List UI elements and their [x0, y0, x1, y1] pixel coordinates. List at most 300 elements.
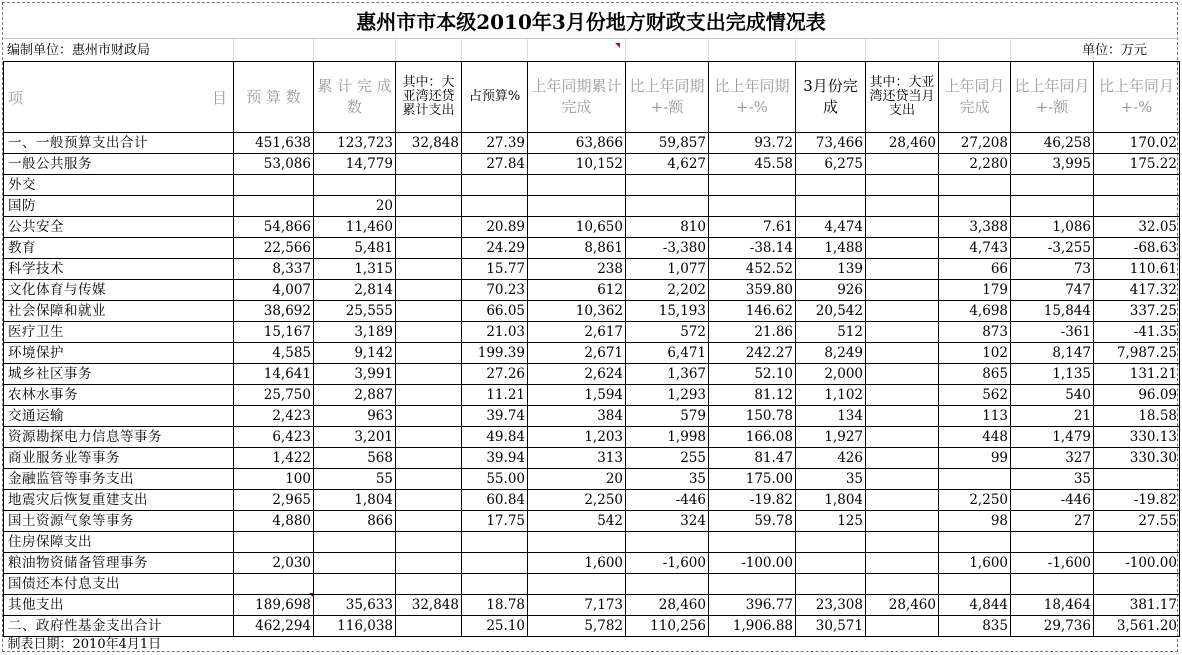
- cell-d-pct: -38.14: [709, 238, 796, 259]
- cell-pct: 27.26: [462, 364, 528, 385]
- cell-cum: 3,189: [314, 322, 396, 343]
- cell-cum: 14,779: [314, 154, 396, 175]
- cell-d-amt: 4,627: [626, 154, 709, 175]
- cell-dm-amt: [1011, 532, 1094, 553]
- cell-pct: [462, 553, 528, 574]
- cell-d-amt: -3,380: [626, 238, 709, 259]
- cell-name: 交通运输: [4, 406, 234, 427]
- cell-dm-amt: 35: [1011, 469, 1094, 490]
- cell-d-pct: [709, 574, 796, 595]
- cell-ly-mon: 102: [939, 343, 1011, 364]
- cell-ly-mon: 3,388: [939, 217, 1011, 238]
- cell-dm-pct: -19.82: [1094, 490, 1180, 511]
- cell-d-amt: 579: [626, 406, 709, 427]
- cell-ly-cum: 7,173: [528, 595, 626, 616]
- cell-mar: 35: [796, 469, 866, 490]
- cell-cum: [314, 553, 396, 574]
- cell-dy-cum: [396, 301, 462, 322]
- cell-d-amt: 255: [626, 448, 709, 469]
- cell-pct: 70.23: [462, 280, 528, 301]
- cell-dm-pct: 7,987.25: [1094, 343, 1180, 364]
- cell-budget: 2,030: [234, 553, 314, 574]
- cell-pct: 39.94: [462, 448, 528, 469]
- cell-name: 文化体育与传媒: [4, 280, 234, 301]
- cell-pct: 49.84: [462, 427, 528, 448]
- cell-name: 医疗卫生: [4, 322, 234, 343]
- cell-name: 其他支出: [4, 595, 234, 616]
- cell-ly-mon: 448: [939, 427, 1011, 448]
- cell-dm-pct: 330.13: [1094, 427, 1180, 448]
- cell-cum: 2,887: [314, 385, 396, 406]
- cell-ly-mon: 66: [939, 259, 1011, 280]
- cell-pct: [462, 574, 528, 595]
- cell-ly-mon: 179: [939, 280, 1011, 301]
- cell-budget: 38,692: [234, 301, 314, 322]
- cell-cum: 866: [314, 511, 396, 532]
- cell-mar: 73,466: [796, 133, 866, 154]
- cell-d-pct: 1,906.88: [709, 616, 796, 637]
- cell-ly-mon: 835: [939, 616, 1011, 637]
- header-pct-budget: 占预算%: [462, 62, 528, 133]
- cell-budget: 22,566: [234, 238, 314, 259]
- cell-ly-mon: 873: [939, 322, 1011, 343]
- cell-cum: 9,142: [314, 343, 396, 364]
- cell-ly-cum: 8,861: [528, 238, 626, 259]
- cell-d-amt: 6,471: [626, 343, 709, 364]
- cell-ly-cum: 238: [528, 259, 626, 280]
- cell-dm-amt: 46,258: [1011, 133, 1094, 154]
- cell-mar: [796, 196, 866, 217]
- cell-ly-cum: 542: [528, 511, 626, 532]
- cell-mar: 8,249: [796, 343, 866, 364]
- cell-dm-pct: -41.35: [1094, 322, 1180, 343]
- cell-ly-cum: 2,250: [528, 490, 626, 511]
- cell-ly-cum: [528, 574, 626, 595]
- cell-mar: 20,542: [796, 301, 866, 322]
- cell-dy-cum: [396, 217, 462, 238]
- cell-dm-pct: 131.21: [1094, 364, 1180, 385]
- cell-mar: 1,927: [796, 427, 866, 448]
- table-row: [4, 406, 1180, 427]
- cell-ly-cum: 1,203: [528, 427, 626, 448]
- cell-dy-cum: [396, 238, 462, 259]
- comment-marker: [615, 43, 620, 48]
- cell-name: 国土资源气象等事务: [4, 511, 234, 532]
- cell-dm-amt: 73: [1011, 259, 1094, 280]
- finance-table: [3, 61, 1180, 653]
- header-item-left: 项: [8, 89, 24, 107]
- cell-name: 国防: [4, 196, 234, 217]
- cell-cum: 35,633: [314, 595, 396, 616]
- cell-mar: 139: [796, 259, 866, 280]
- cell-budget: 15,167: [234, 322, 314, 343]
- table-row: [4, 196, 1180, 217]
- cell-dm-amt: 540: [1011, 385, 1094, 406]
- cell-ly-cum: 20: [528, 469, 626, 490]
- cell-cum: 1,315: [314, 259, 396, 280]
- cell-mar: 134: [796, 406, 866, 427]
- cell-dm-amt: [1011, 574, 1094, 595]
- table-row: [4, 322, 1180, 343]
- cell-pct: 27.84: [462, 154, 528, 175]
- cell-budget: 189,698: [234, 595, 314, 616]
- cell-ly-cum: 612: [528, 280, 626, 301]
- cell-ly-mon: [939, 574, 1011, 595]
- cell-dm-amt: -361: [1011, 322, 1094, 343]
- cell-name: 一、一般预算支出合计: [4, 133, 234, 154]
- cell-dy-mon: 28,460: [866, 133, 939, 154]
- table-row: [4, 616, 1180, 637]
- cell-name: 商业服务业等事务: [4, 448, 234, 469]
- cell-dm-pct: [1094, 175, 1180, 196]
- cell-mar: 1,804: [796, 490, 866, 511]
- cell-d-amt: 1,077: [626, 259, 709, 280]
- cell-dy-mon: [866, 406, 939, 427]
- cell-cum: 25,555: [314, 301, 396, 322]
- cell-dy-mon: [866, 322, 939, 343]
- header-budget: 预 算 数: [234, 62, 314, 133]
- cell-budget: [234, 196, 314, 217]
- cell-mar: 1,488: [796, 238, 866, 259]
- cell-pct: 60.84: [462, 490, 528, 511]
- table-row: [4, 280, 1180, 301]
- table-row: [4, 469, 1180, 490]
- cell-pct: 11.21: [462, 385, 528, 406]
- cell-dy-cum: [396, 154, 462, 175]
- cell-dm-amt: 1,479: [1011, 427, 1094, 448]
- cell-ly-mon: 4,844: [939, 595, 1011, 616]
- cell-dm-amt: 3,995: [1011, 154, 1094, 175]
- cell-budget: 4,880: [234, 511, 314, 532]
- cell-ly-mon: [939, 532, 1011, 553]
- cell-dm-amt: 1,135: [1011, 364, 1094, 385]
- cell-pct: 17.75: [462, 511, 528, 532]
- table-row: [4, 154, 1180, 175]
- unit-label: 单位：万元: [1081, 43, 1147, 58]
- cell-dm-pct: 3,561.20: [1094, 616, 1180, 637]
- cell-budget: 4,585: [234, 343, 314, 364]
- cell-mar: 426: [796, 448, 866, 469]
- header-vs-month-amount: 比上年同月+-额: [1011, 62, 1094, 133]
- cell-d-amt: 324: [626, 511, 709, 532]
- cell-ly-mon: 27,208: [939, 133, 1011, 154]
- cell-d-amt: [626, 196, 709, 217]
- cell-budget: 451,638: [234, 133, 314, 154]
- cell-cum: 3,201: [314, 427, 396, 448]
- cell-dm-amt: -1,600: [1011, 553, 1094, 574]
- header-march-completed: 3月份完成: [796, 62, 866, 133]
- table-row: [4, 364, 1180, 385]
- cell-d-pct: 7.61: [709, 217, 796, 238]
- cell-dy-mon: [866, 154, 939, 175]
- cell-d-amt: -1,600: [626, 553, 709, 574]
- cell-ly-mon: 2,280: [939, 154, 1011, 175]
- cell-dy-mon: [866, 574, 939, 595]
- cell-mar: 6,275: [796, 154, 866, 175]
- cell-ly-cum: 1,600: [528, 553, 626, 574]
- cell-ly-mon: 4,743: [939, 238, 1011, 259]
- cell-d-amt: 810: [626, 217, 709, 238]
- cell-dm-pct: 170.02: [1094, 133, 1180, 154]
- cell-ly-mon: 98: [939, 511, 1011, 532]
- cell-d-amt: [626, 574, 709, 595]
- cell-dy-cum: [396, 616, 462, 637]
- cell-name: 社会保障和就业: [4, 301, 234, 322]
- cell-d-amt: 1,367: [626, 364, 709, 385]
- cell-pct: 18.78: [462, 595, 528, 616]
- cell-d-pct: 396.77: [709, 595, 796, 616]
- cell-dm-amt: 29,736: [1011, 616, 1094, 637]
- cell-dy-mon: [866, 301, 939, 322]
- cell-name: 粮油物资储备管理事务: [4, 553, 234, 574]
- cell-dm-pct: -100.00: [1094, 553, 1180, 574]
- cell-dm-amt: 27: [1011, 511, 1094, 532]
- cell-ly-cum: 384: [528, 406, 626, 427]
- cell-pct: 24.29: [462, 238, 528, 259]
- cell-mar: 125: [796, 511, 866, 532]
- cell-ly-cum: 10,152: [528, 154, 626, 175]
- header-vs-month-pct: 比上年同月+-%: [1094, 62, 1180, 133]
- table-row: [4, 448, 1180, 469]
- cell-dm-amt: 15,844: [1011, 301, 1094, 322]
- cell-ly-cum: 10,650: [528, 217, 626, 238]
- table-title: 惠州市市本级2010年3月份地方财政支出完成情况表: [3, 3, 1179, 39]
- cell-cum: 55: [314, 469, 396, 490]
- cell-cum: 568: [314, 448, 396, 469]
- cell-name: 公共安全: [4, 217, 234, 238]
- cell-dm-amt: [1011, 175, 1094, 196]
- cell-cum: [314, 574, 396, 595]
- cell-dy-cum: [396, 532, 462, 553]
- cell-ly-mon: 1,600: [939, 553, 1011, 574]
- cell-d-pct: 242.27: [709, 343, 796, 364]
- cell-d-pct: -19.82: [709, 490, 796, 511]
- cell-budget: 14,641: [234, 364, 314, 385]
- cell-dy-cum: [396, 406, 462, 427]
- cell-dm-pct: 110.61: [1094, 259, 1180, 280]
- cell-dm-pct: 381.17: [1094, 595, 1180, 616]
- cell-dy-mon: [866, 175, 939, 196]
- cell-dm-amt: [1011, 196, 1094, 217]
- cell-dm-pct: [1094, 532, 1180, 553]
- cell-mar: 30,571: [796, 616, 866, 637]
- cell-dm-pct: 96.09: [1094, 385, 1180, 406]
- cell-dy-mon: [866, 553, 939, 574]
- cell-dy-cum: [396, 448, 462, 469]
- cell-dy-mon: [866, 532, 939, 553]
- cell-dy-mon: [866, 490, 939, 511]
- cell-dy-mon: [866, 259, 939, 280]
- cell-dy-mon: [866, 511, 939, 532]
- table-row: [4, 175, 1180, 196]
- cell-ly-mon: [939, 196, 1011, 217]
- header-row: [4, 62, 1180, 133]
- cell-cum: [314, 532, 396, 553]
- cell-d-amt: [626, 532, 709, 553]
- cell-dy-mon: [866, 616, 939, 637]
- cell-d-pct: 452.52: [709, 259, 796, 280]
- cell-name: 科学技术: [4, 259, 234, 280]
- cell-d-pct: 359.80: [709, 280, 796, 301]
- cell-d-amt: [626, 175, 709, 196]
- footer-date: 制表日期：2010年4月1日: [4, 637, 1180, 654]
- spreadsheet-sheet: [2, 2, 1178, 652]
- cell-d-amt: 572: [626, 322, 709, 343]
- cell-dy-mon: [866, 448, 939, 469]
- cell-pct: [462, 175, 528, 196]
- cell-pct: 25.10: [462, 616, 528, 637]
- cell-pct: 15.77: [462, 259, 528, 280]
- header-item: [4, 62, 234, 133]
- cell-name: 国债还本付息支出: [4, 574, 234, 595]
- cell-ly-cum: [528, 532, 626, 553]
- cell-name: 金融监管等事务支出: [4, 469, 234, 490]
- cell-dy-mon: [866, 469, 939, 490]
- cell-d-amt: 2,202: [626, 280, 709, 301]
- cell-dy-cum: [396, 322, 462, 343]
- cell-name: 资源勘探电力信息等事务: [4, 427, 234, 448]
- cell-d-amt: 15,193: [626, 301, 709, 322]
- cell-d-pct: 45.58: [709, 154, 796, 175]
- cell-mar: 512: [796, 322, 866, 343]
- cell-dm-pct: -68.63: [1094, 238, 1180, 259]
- cell-mar: 23,308: [796, 595, 866, 616]
- header-item-right: 目: [211, 89, 227, 107]
- cell-budget: 462,294: [234, 616, 314, 637]
- cell-dm-pct: 18.58: [1094, 406, 1180, 427]
- cell-budget: [234, 574, 314, 595]
- table-row: [4, 490, 1180, 511]
- cell-d-amt: 35: [626, 469, 709, 490]
- cell-budget: 1,422: [234, 448, 314, 469]
- cell-budget: 2,423: [234, 406, 314, 427]
- table-row: [4, 301, 1180, 322]
- cell-ly-mon: 99: [939, 448, 1011, 469]
- cell-d-pct: 93.72: [709, 133, 796, 154]
- cell-ly-cum: 10,362: [528, 301, 626, 322]
- table-row: [4, 259, 1180, 280]
- cell-pct: 21.03: [462, 322, 528, 343]
- cell-dm-pct: 32.05: [1094, 217, 1180, 238]
- cell-cum: 2,814: [314, 280, 396, 301]
- cell-ly-cum: 1,594: [528, 385, 626, 406]
- cell-ly-mon: 4,698: [939, 301, 1011, 322]
- cell-cum: 123,723: [314, 133, 396, 154]
- cell-budget: 8,337: [234, 259, 314, 280]
- cell-dy-mon: [866, 280, 939, 301]
- cell-cum: 20: [314, 196, 396, 217]
- cell-d-amt: -446: [626, 490, 709, 511]
- cell-d-amt: 1,293: [626, 385, 709, 406]
- cell-dy-mon: [866, 238, 939, 259]
- cell-budget: 100: [234, 469, 314, 490]
- cell-mar: 2,000: [796, 364, 866, 385]
- cell-mar: 926: [796, 280, 866, 301]
- compiler-label: 编制单位：惠州市财政局: [7, 43, 151, 58]
- cell-dy-mon: [866, 385, 939, 406]
- table-row: [4, 427, 1180, 448]
- cell-ly-mon: 2,250: [939, 490, 1011, 511]
- cell-cum: 963: [314, 406, 396, 427]
- cell-dm-amt: 1,086: [1011, 217, 1094, 238]
- table-row: [4, 343, 1180, 364]
- cell-dm-pct: 27.55: [1094, 511, 1180, 532]
- table-row: [4, 553, 1180, 574]
- cell-name: 城乡社区事务: [4, 364, 234, 385]
- cell-ly-cum: [528, 196, 626, 217]
- cell-dy-mon: [866, 343, 939, 364]
- cell-dm-amt: -3,255: [1011, 238, 1094, 259]
- cell-dy-cum: [396, 511, 462, 532]
- cell-dy-cum: [396, 553, 462, 574]
- cell-d-pct: [709, 196, 796, 217]
- cell-mar: [796, 574, 866, 595]
- cell-pct: 199.39: [462, 343, 528, 364]
- table-row: [4, 217, 1180, 238]
- cell-dm-amt: 18,464: [1011, 595, 1094, 616]
- cell-dy-cum: [396, 427, 462, 448]
- cell-dy-cum: [396, 259, 462, 280]
- cell-dy-cum: [396, 385, 462, 406]
- cell-pct: [462, 532, 528, 553]
- cell-mar: 1,102: [796, 385, 866, 406]
- cell-pct: 39.74: [462, 406, 528, 427]
- cell-mar: [796, 553, 866, 574]
- cell-dy-mon: [866, 196, 939, 217]
- cell-dm-pct: [1094, 574, 1180, 595]
- cell-budget: [234, 532, 314, 553]
- cell-d-pct: 150.78: [709, 406, 796, 427]
- cell-pct: 20.89: [462, 217, 528, 238]
- cell-name: 环境保护: [4, 343, 234, 364]
- cell-pct: 27.39: [462, 133, 528, 154]
- table-row: [4, 574, 1180, 595]
- cell-dm-amt: -446: [1011, 490, 1094, 511]
- cell-ly-mon: [939, 175, 1011, 196]
- cell-dy-mon: [866, 217, 939, 238]
- cell-dm-pct: 337.25: [1094, 301, 1180, 322]
- cell-budget: 2,965: [234, 490, 314, 511]
- cell-dm-pct: 417.32: [1094, 280, 1180, 301]
- cell-ly-cum: 5,782: [528, 616, 626, 637]
- cell-d-amt: 1,998: [626, 427, 709, 448]
- cell-name: 一般公共服务: [4, 154, 234, 175]
- cell-d-pct: [709, 532, 796, 553]
- cell-name: 外交: [4, 175, 234, 196]
- cell-dm-pct: 330.30: [1094, 448, 1180, 469]
- cell-pct: [462, 196, 528, 217]
- header-vs-last-year-pct: 比上年同期+-%: [709, 62, 796, 133]
- header-dayawan-month: 其中：大亚湾还贷当月支出: [866, 62, 939, 133]
- cell-ly-mon: 113: [939, 406, 1011, 427]
- cell-cum: [314, 175, 396, 196]
- cell-dm-pct: 175.22: [1094, 154, 1180, 175]
- cell-dm-pct: [1094, 469, 1180, 490]
- cell-dy-mon: [866, 427, 939, 448]
- cell-cum: 5,481: [314, 238, 396, 259]
- cell-budget: 6,423: [234, 427, 314, 448]
- cell-dm-amt: 21: [1011, 406, 1094, 427]
- cell-dy-cum: [396, 175, 462, 196]
- cell-dm-amt: 327: [1011, 448, 1094, 469]
- cell-budget: 54,866: [234, 217, 314, 238]
- header-dayawan-cumulative: 其中：大亚湾还贷累计支出: [396, 62, 462, 133]
- header-cumulative: 累 计 完 成 数: [314, 62, 396, 133]
- cell-dy-cum: [396, 364, 462, 385]
- cell-d-amt: 110,256: [626, 616, 709, 637]
- cell-dy-cum: [396, 490, 462, 511]
- table-row: [4, 532, 1180, 553]
